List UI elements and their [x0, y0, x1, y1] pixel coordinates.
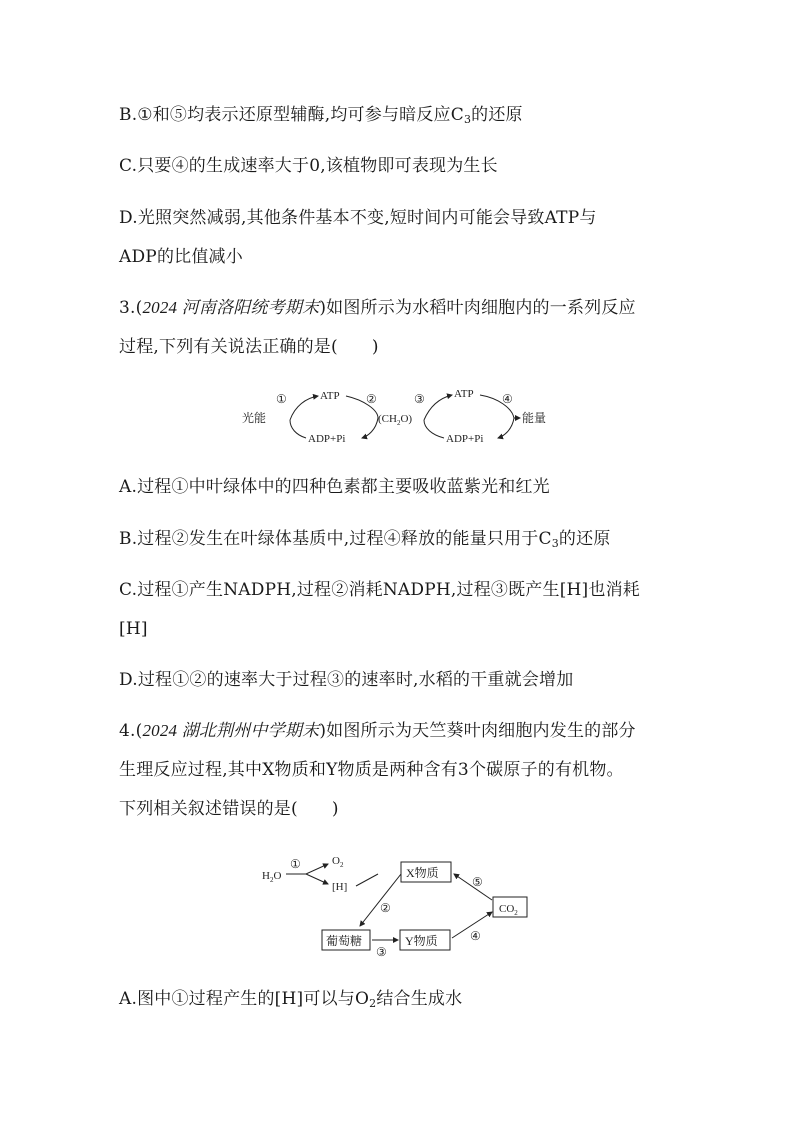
- q4-step-5: ⑤: [472, 875, 483, 889]
- cycle-arrow-left-bottom: [362, 418, 378, 438]
- q4-stem-line3: 下列相关叙述错误的是( ): [119, 799, 339, 819]
- q4-step-3: ③: [376, 945, 387, 959]
- q3-option-c-line1: C.过程①产生NADPH,过程②消耗NADPH,过程③既产生[H]也消耗: [119, 580, 640, 600]
- q4-stem-line1: 4.(2024 湖北荆州中学期末)如图所示为天竺葵叶肉细胞内发生的部分: [119, 721, 636, 741]
- atp-label-1: ATP: [320, 390, 340, 402]
- arrow-to-h: [306, 874, 328, 884]
- option-c-q2: C.只要④的生成速率大于0,该植物即可表现为生长: [119, 156, 498, 176]
- q3-option-c-line2: [H]: [119, 619, 148, 639]
- cycle-arrow-right-top: [424, 395, 452, 420]
- q4-stem-line2: 生理反应过程,其中X物质和Y物质是两种含有3个碳原子的有机物。: [119, 760, 624, 780]
- q3-stem-line2: 过程,下列有关说法正确的是( ): [119, 337, 379, 357]
- adp-label-1: ADP+Pi: [308, 433, 346, 445]
- cycle-arrow-right-return: [424, 420, 444, 438]
- h-label: [H]: [332, 881, 348, 893]
- arrow-x-to-glucose: [360, 874, 401, 926]
- q4-source: 2024 湖北荆州中学期末: [142, 721, 320, 740]
- o2-label: $O_2$: [332, 855, 344, 869]
- light-label: 光能: [242, 411, 267, 425]
- co2-label: $CO_2$: [499, 903, 518, 917]
- q3-diagram: [240, 386, 560, 448]
- q3-step-4: ④: [502, 392, 513, 406]
- ch2o-label: $(CH_2O)$: [378, 413, 413, 427]
- y-substance-label: Y物质: [405, 934, 438, 948]
- q3-source: 2024 河南洛阳统考期末: [142, 298, 320, 317]
- atp-label-2: ATP: [454, 388, 474, 400]
- q3-step-3: ③: [414, 392, 425, 406]
- q3-stem-line1: 3.(2024 河南洛阳统考期末)如图所示为水稻叶肉细胞内的一系列反应: [119, 298, 636, 318]
- q3-step-2: ②: [366, 392, 377, 406]
- q4-step-4: ④: [470, 929, 481, 943]
- arrow-h-to-x: [356, 874, 378, 886]
- cycle-arrow-right-bottom: [498, 418, 514, 438]
- adp-label-2: ADP+Pi: [446, 433, 484, 445]
- option-d-q2-line2: ADP的比值减小: [119, 247, 243, 267]
- q4-step-1: ①: [290, 857, 301, 871]
- cycle-arrow-left-top: [290, 396, 318, 420]
- x-substance-label: X物质: [406, 866, 439, 880]
- q4-step-2: ②: [380, 901, 391, 915]
- glucose-label: 葡萄糖: [326, 934, 363, 948]
- option-b-q2: B.①和⑤均表示还原型辅酶,均可参与暗反应$C_3$的还原: [119, 105, 523, 126]
- cycle-arrow-left-return: [290, 420, 306, 438]
- q4-option-a: A.图中①过程产生的[H]可以与$O_2$结合生成水: [119, 989, 463, 1010]
- q3-option-d: D.过程①②的速率大于过程③的速率时,水稻的干重就会增加: [119, 670, 574, 690]
- h2o-label: $H_2O$: [262, 870, 282, 884]
- q4-diagram: [260, 850, 540, 959]
- q3-option-b: B.过程②发生在叶绿体基质中,过程④释放的能量只用于$C_3$的还原: [119, 529, 611, 550]
- q3-step-1: ①: [276, 392, 287, 406]
- option-d-q2-line1: D.光照突然减弱,其他条件基本不变,短时间内可能会导致ATP与: [119, 208, 597, 228]
- energy-label: 能量: [522, 411, 547, 425]
- q3-option-a: A.过程①中叶绿体中的四种色素都主要吸收蓝紫光和红光: [119, 477, 550, 497]
